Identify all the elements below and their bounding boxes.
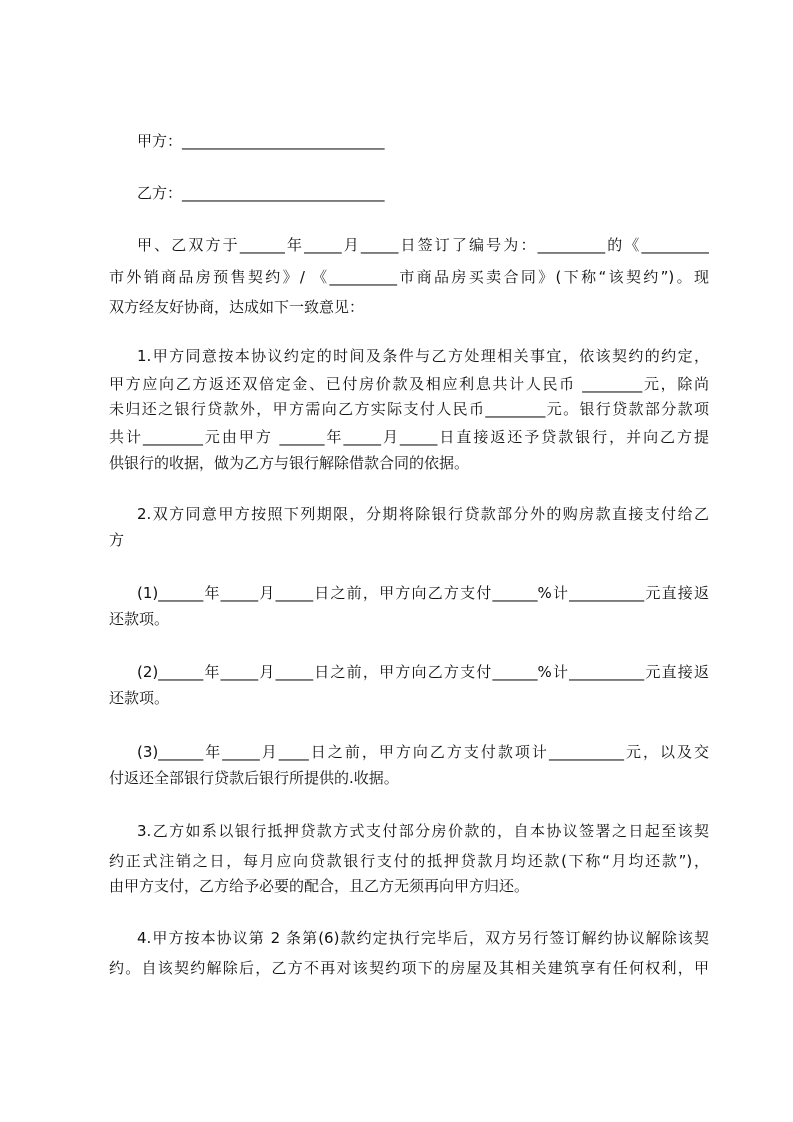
- clause3-line-3: 由甲方支付，乙方给予必要的配合，且乙方无须再向甲方归还。: [109, 877, 530, 895]
- intro-line-2: 市外销商品房预售契约》/ 《_________市商品房买卖合同》(下称“该契约”)。现: [109, 268, 709, 286]
- clause1-line-4: 共计________元由甲方 ______年_____月_____日直接返还予贷款银行，并向乙方提: [109, 428, 709, 446]
- clause3-line-1: 3.乙方如系以银行抵押贷款方式支付部分房价款的，自本协议签署之日起至该契: [137, 822, 709, 840]
- clause1-line-1: 1.甲方同意按本协议约定的时间及条件与乙方处理相关事宜，依该契约的约定，: [137, 347, 709, 365]
- clause4-line-2: 约。自该契约解除后，乙方不再对该契约项下的房屋及其相关建筑享有任何权利，甲: [109, 959, 709, 977]
- clause1-line-2: 甲方应向乙方返还双倍定金、已付房价款及相应利息共计人民币 ________元，除尚: [109, 375, 709, 393]
- intro-line-1: 甲、乙双方于______年_____月_____日签订了编号为：_________的《_________: [137, 236, 709, 254]
- party-b-line: 乙方：___________________________: [137, 184, 385, 202]
- clause2-line-1: 2.双方同意甲方按照下列期限，分期将除银行贷款部分外的购房款直接支付给乙: [137, 505, 709, 523]
- item2-line-1: (2)______年_____月_____日之前，甲方向乙方支付______%计__________元直接返: [137, 663, 709, 681]
- party-a-line: 甲方：___________________________: [137, 132, 385, 150]
- item3-line-1: (3)______年_____月____日之前，甲方向乙方支付款项计__________元，以及交: [137, 743, 709, 761]
- intro-line-3: 双方经友好协商，达成如下一致意见：: [109, 298, 365, 316]
- item1-line-1: (1)______年_____月_____日之前，甲方向乙方支付______%计__________元直接返: [137, 584, 709, 602]
- item3-line-2: 付返还全部银行贷款后银行所提供的.收据。: [109, 769, 399, 787]
- clause3-line-2: 约正式注销之日，每月应向贷款银行支付的抵押贷款月均还款(下称“月均还款”)，: [109, 852, 709, 870]
- clause2-line-2: 方: [109, 531, 125, 549]
- clause4-line-1: 4.甲方按本协议第 2 条第(6)款约定执行完毕后，双方另行签订解约协议解除该契: [137, 929, 709, 947]
- item1-line-2: 还款项。: [109, 610, 170, 628]
- clause1-line-5: 供银行的收据，做为乙方与银行解除借款合同的依据。: [109, 454, 470, 472]
- item2-line-2: 还款项。: [109, 689, 170, 707]
- clause1-line-3: 未归还之银行贷款外，甲方需向乙方实际支付人民币________元。银行贷款部分款项: [109, 400, 709, 418]
